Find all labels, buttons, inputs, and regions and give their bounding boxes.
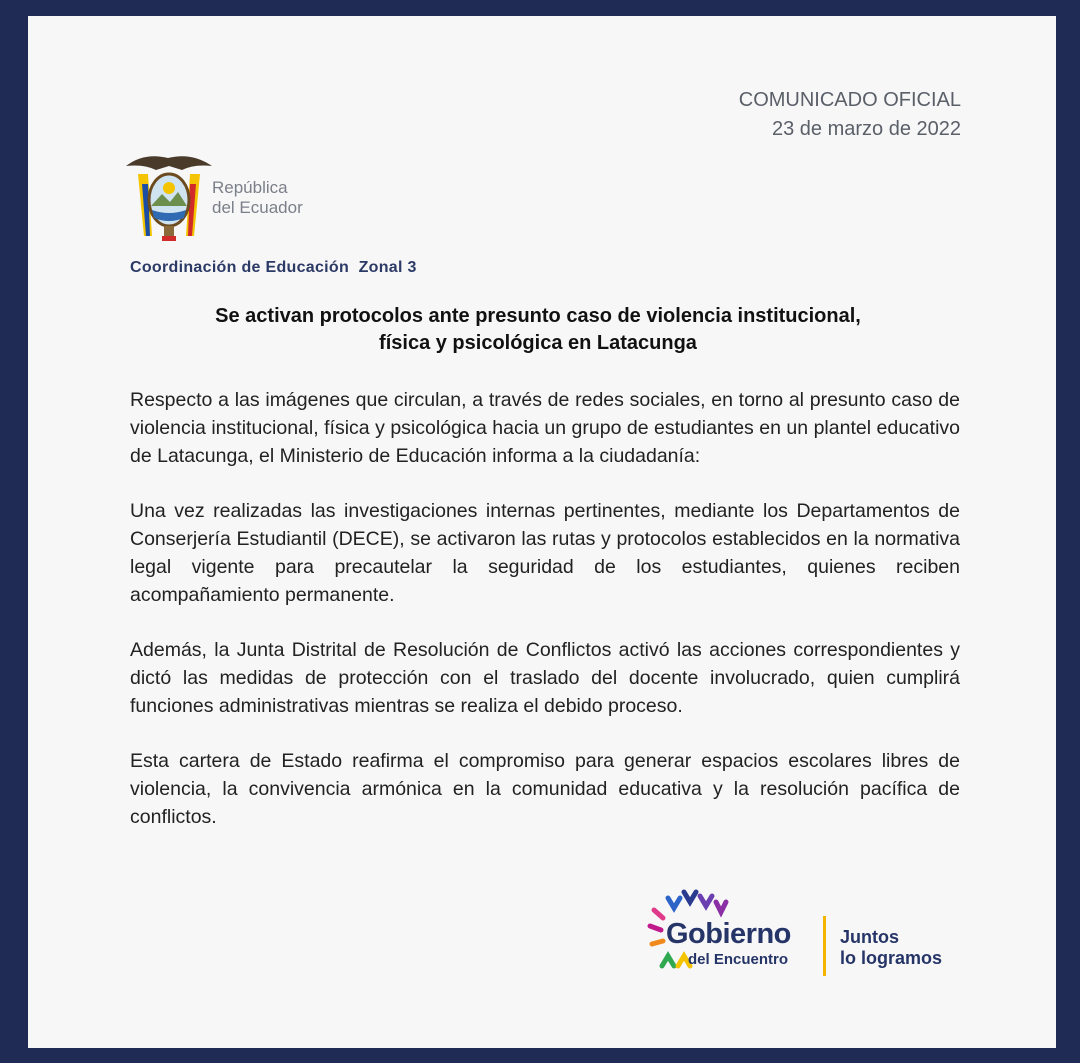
logo-divider — [823, 916, 826, 976]
headline-line1: Se activan protocolos ante presunto caso de violencia institucional, — [215, 305, 861, 327]
paragraph: Esta cartera de Estado reafirma el compromiso para generar espacios escolares libres de violencia, la convivencia armónica en la comunidad educativa y la resolución pacífica de conflictos. — [130, 750, 960, 828]
header-block — [739, 86, 961, 144]
slogan — [840, 927, 942, 969]
paragraph: Respecto a las imágenes que circulan, a través de redes sociales, en torno al presunto caso de violencia institucional, física y psicológica hacia un grupo de estudiantes en un plantel educativo de Latacunga, el Ministerio de Educación informa a la ciudadanía: — [130, 389, 960, 467]
paragraph: Además, la Junta Distrital de Resolución de Conflictos activó las acciones correspondientes y dictó las medidas de protección con el traslado del docente involucrado, quien cumplirá funciones administrativas mientras se realiza el debido proceso. — [130, 639, 960, 717]
headline-line2: física y psicológica en Latacunga — [379, 332, 697, 354]
document-type: COMUNICADO OFICIAL — [738, 89, 961, 111]
paragraph: Una vez realizadas las investigaciones internas pertinentes, mediante los Departamentos de Conserjería Estudiantil (DECE), se activaron las rutas y protocolos establecidos en la normativa legal vigente para precautelar la seguridad de los estudiantes, quienes reciben acompañamiento permanente. — [130, 500, 960, 606]
body-text — [130, 386, 960, 858]
emblem-caption-line2: del Ecuador — [212, 198, 303, 217]
slogan-line2: lo logramos — [840, 948, 943, 968]
headline — [108, 303, 968, 357]
coordination-heading: Coordinación de Educación Zonal 3 — [130, 259, 417, 276]
slogan-line1: Juntos — [840, 927, 900, 947]
emblem-caption-line1: República — [212, 178, 288, 197]
document-page — [28, 16, 1056, 1048]
document-date: 23 de marzo de 2022 — [771, 118, 961, 140]
ecuador-coat-of-arms-icon — [124, 144, 214, 244]
emblem-caption — [212, 178, 303, 218]
gobierno-logo-title: Gobierno — [666, 918, 791, 950]
gobierno-logo-subtitle: del Encuentro — [688, 951, 789, 968]
